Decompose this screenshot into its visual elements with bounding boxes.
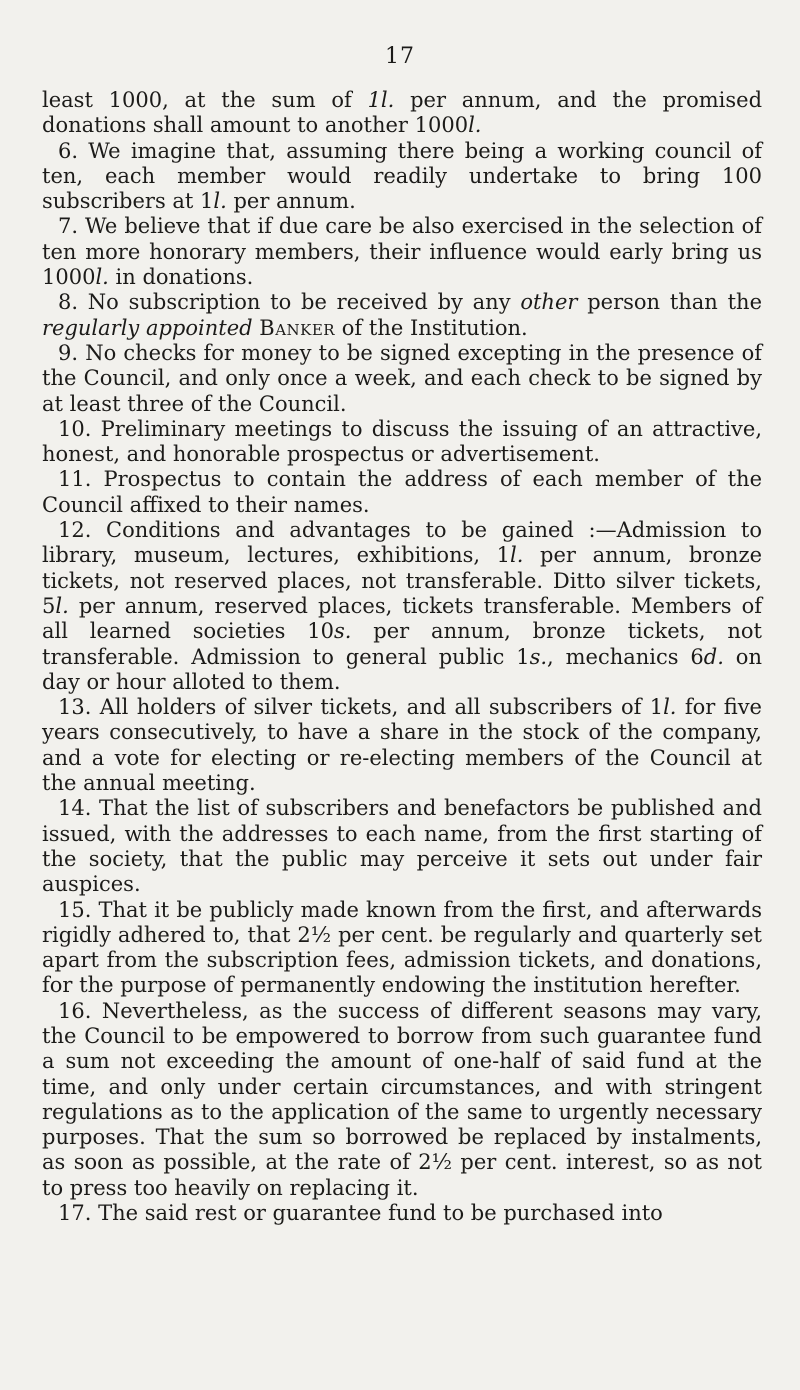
text-segment: 6. We imagine that, assuming there being a working council of ten, each member would readily undertake to bring 100 subscribers at 1 xyxy=(42,138,762,214)
paragraph-p7 xyxy=(42,214,762,290)
text-segment: 15. That it be publicly made known from the first, and afterwards rigidly adhered to, that 2½ per cent. be regularly and quarterly set apart from the subscription fees, admission tickets, and donations, for the purpose of permanently endowing the institution herefter. xyxy=(42,897,762,998)
text-segment: per annum, bronze tickets, not reserved places, not transferable. Ditto silver tickets, 5 xyxy=(42,543,763,618)
text-segment: s. xyxy=(529,644,548,669)
text-segment: per annum, reserved places, tickets transferable. Members of all learned societies 10 xyxy=(42,593,762,644)
text-segment: for five years consecutively, to have a share in the stock of the company, and a vote for electing or re-electing members of the Council at the annual meeting. xyxy=(42,695,762,796)
text-segment: on day or hour alloted to them. xyxy=(42,644,762,694)
text-segment: 1l. xyxy=(367,88,395,112)
text-segment: 16. Nevertheless, as the success of different seasons may vary, the Council to be empowered to borrow from such guarantee fund a sum not exceeding the amount of one-half of said fund at the time, and only under certain circumstances, and with stringent regulations as to the application of the same to urgently necessary purposes. That the sum so borrowed be replaced by instalments, as soon as possible, at the rate of 2½ per cent. interest, so as not to press too heavily on replacing it. xyxy=(42,998,762,1200)
text-segment: 8. No subscription to be received by any xyxy=(58,290,521,315)
text-segment: of the Institution. xyxy=(335,315,528,340)
paragraph-p8 xyxy=(42,290,762,341)
text-segment: 10. Preliminary meetings to discuss the issuing of an attractive, honest, and honorable prospectus or advertisement. xyxy=(42,416,762,467)
page-number: 17 xyxy=(385,44,415,69)
text-segment: per annum. xyxy=(226,189,356,214)
text-segment: s. xyxy=(334,619,352,644)
paragraph-p17 xyxy=(42,1201,762,1226)
paragraph-p12 xyxy=(42,518,762,695)
text-segment: Banker xyxy=(259,315,336,340)
paragraph-p6 xyxy=(42,139,762,215)
paragraph-p13 xyxy=(42,695,762,796)
text-segment: other xyxy=(520,290,578,315)
text-segment: 13. All holders of silver tickets, and all subscribers of 1 xyxy=(58,695,664,720)
paragraph-p10 xyxy=(42,417,762,468)
text-segment: 12. Conditions and advantages to be gained :—Admission to library, museum, lectures, exhibitions, 1 xyxy=(42,518,762,568)
paragraph-p16 xyxy=(42,999,762,1201)
text-segment: l. xyxy=(468,113,482,138)
text-segment: l. xyxy=(663,695,677,720)
text-segment: d. xyxy=(703,644,724,669)
text-segment: person than the xyxy=(577,290,763,315)
paragraph-p0 xyxy=(42,88,762,139)
text-segment: per annum, and the promised donations shall amount to another 1000 xyxy=(42,88,763,138)
text-segment: 17. The said rest or guarantee fund to be purchased into xyxy=(58,1201,663,1226)
paragraph-p14 xyxy=(42,796,762,897)
paragraph-p11 xyxy=(42,467,762,518)
text-segment: per annum, bronze tickets, not transferable. Admission to general public 1 xyxy=(42,619,762,669)
text-segment: l. xyxy=(95,265,109,290)
text-segment: l. xyxy=(213,189,227,214)
text-segment: 7. We believe that if due care be also exercised in the selection of ten more honorary members, their influence would early bring us 1000 xyxy=(42,214,762,290)
paragraph-p15 xyxy=(42,898,762,999)
text-segment: least 1000, at the sum of xyxy=(42,88,368,112)
text-segment: in donations. xyxy=(108,265,254,290)
text-segment: 9. No checks for money to be signed excepting in the presence of the Council, and only once a week, and each check to be signed by at least three of the Council. xyxy=(42,340,762,416)
text-segment: 14. That the list of subscribers and benefactors be published and issued, with the addresses to each name, from the first starting of the society, that the public may perceive it sets out under fair auspices. xyxy=(42,796,762,897)
text-segment: regularly appointed xyxy=(42,315,253,340)
paragraph-p9 xyxy=(42,341,762,417)
text-segment: l. xyxy=(55,593,69,618)
text-segment: l. xyxy=(510,543,524,568)
text-segment: 11. Prospectus to contain the address of each member of the Council affixed to their names. xyxy=(42,467,762,517)
text-segment: , mechanics 6 xyxy=(547,644,704,669)
body-text xyxy=(42,88,762,1226)
